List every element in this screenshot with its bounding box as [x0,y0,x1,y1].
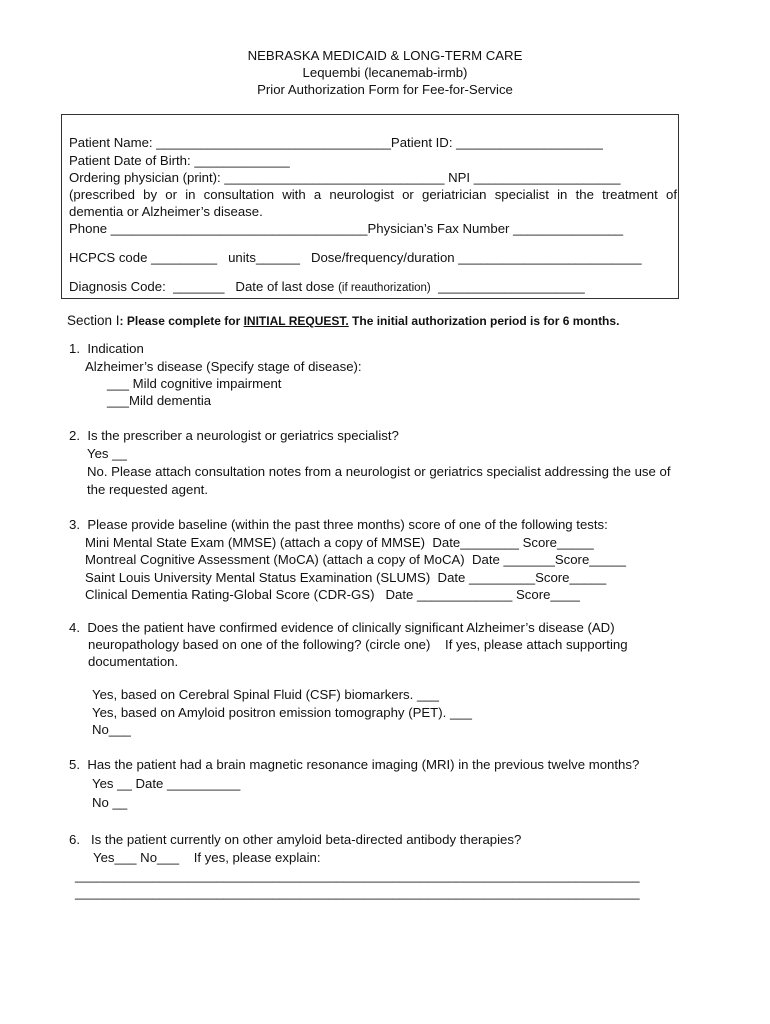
ordering-physician-field[interactable]: Ordering physician (print): ______________________________ NPI ____________________ [69,170,621,185]
q3-mmse-field[interactable]: Mini Mental State Exam (MMSE) (attach a copy of MMSE) Date________ Score_____ [85,535,594,550]
section-1-heading [67,313,619,329]
q5-title: 5. Has the patient had a brain magnetic resonance imaging (MRI) in the previous twelve months? [69,757,640,772]
drug-name: Lequembi (lecanemab-irmb) [302,65,468,80]
q6-explain-line-2[interactable]: ________________________________________________________________________________ [75,886,640,900]
form-name: Prior Authorization Form for Fee-for-Service [257,82,513,97]
section-1-prefix: Please complete for [126,314,244,328]
q3-slums-field[interactable]: Saint Louis University Mental Status Examination (SLUMS) Date _________Score_____ [85,570,607,585]
q1-title: 1. Indication [69,341,144,356]
q4-option-csf[interactable]: Yes, based on Cerebral Spinal Fluid (CSF) biomarkers. ___ [92,687,439,702]
q5-yes-date-field[interactable]: Yes __ Date __________ [92,776,241,791]
q1-option-mild-dementia[interactable]: ___Mild dementia [107,393,212,408]
q4-line2: neuropathology based on one of the following? (circle one) If yes, please attach supporting [88,637,628,652]
q3-cdr-field[interactable]: Clinical Dementia Rating-Global Score (CDR-GS) Date _____________ Score____ [85,587,580,602]
section-1-colon: : [119,314,127,328]
form-title: NEBRASKA MEDICAID & LONG-TERM CARE [247,48,523,63]
diagnosis-label: Diagnosis Code: _______ Date of last dose [69,279,339,294]
q3-moca-field[interactable]: Montreal Cognitive Assessment (MoCA) (attach a copy of MoCA) Date _______Score_____ [85,552,626,567]
q3-title: 3. Please provide baseline (within the past three months) score of one of the following tests: [69,517,608,532]
q1-option-mci[interactable]: ___ Mild cognitive impairment [107,376,282,391]
phone-fax-field[interactable]: Phone ___________________________________Physician’s Fax Number _______________ [69,221,624,236]
q4-option-no[interactable]: No___ [92,722,131,737]
patient-dob-field[interactable]: Patient Date of Birth: _____________ [69,153,290,168]
q6-title: 6. Is the patient currently on other amyloid beta-directed antibody therapies? [69,832,522,847]
diagnosis-field[interactable] [69,279,585,296]
patient-name-field[interactable]: Patient Name: ________________________________Patient ID: ____________________ [69,135,603,150]
q6-answer-field[interactable]: Yes___ No___ If yes, please explain: [93,850,321,865]
q5-no-option[interactable]: No __ [92,795,128,810]
q1-alz-label: Alzheimer’s disease (Specify stage of disease): [85,359,362,374]
q4-option-pet[interactable]: Yes, based on Amyloid positron emission tomography (PET). ___ [92,705,472,720]
q4-line3: documentation. [88,654,179,669]
prescribed-note-line1: (prescribed by or in consultation with a neurologist or geriatrician specialist in the treatment of [69,187,677,202]
reauth-note: (if reauthorization) [338,282,431,294]
section-1-suffix: The initial authorization period is for 6 months. [348,314,620,328]
last-dose-blank: ____________________ [430,279,585,294]
q2-no-option[interactable]: No. Please attach consultation notes from a neurologist or geriatrics specialist addressing the use of [87,464,671,479]
initial-request-label: INITIAL REQUEST. [243,314,349,328]
q2-no-option-cont: the requested agent. [87,482,208,497]
q2-yes-option[interactable]: Yes __ [87,446,127,461]
q2-title: 2. Is the prescriber a neurologist or geriatrics specialist? [69,428,399,443]
hcpcs-field[interactable]: HCPCS code _________ units______ Dose/frequency/duration _________________________ [69,250,642,265]
q4-title: 4. Does the patient have confirmed evidence of clinically significant Alzheimer’s disease (AD) [69,620,615,635]
section-1-label: Section I [67,313,120,328]
q6-explain-line-1[interactable]: ________________________________________________________________________________ [75,869,640,883]
prescribed-note-line2: dementia or Alzheimer’s disease. [69,204,263,219]
